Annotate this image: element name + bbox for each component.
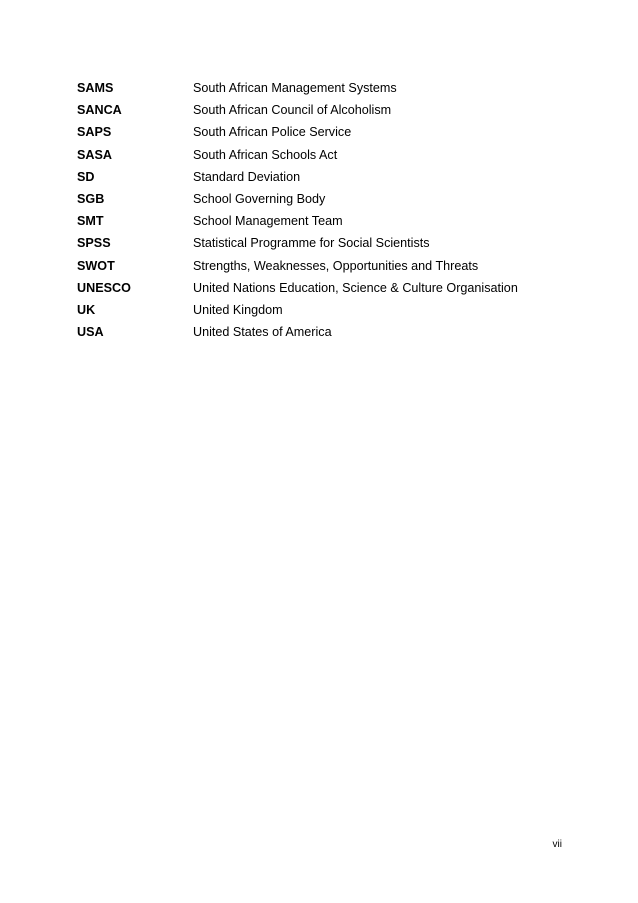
abbreviation-term: SANCA — [77, 103, 122, 118]
abbreviation-definition: South African Council of Alcoholism — [193, 103, 392, 118]
abbreviation-row — [77, 321, 577, 343]
abbreviation-term: SPSS — [77, 236, 111, 251]
abbreviation-definition: United Nations Education, Science & Culture Organisation — [193, 280, 518, 295]
abbreviation-row — [77, 166, 577, 188]
abbreviation-row — [77, 99, 577, 121]
abbreviation-term: UNESCO — [77, 280, 131, 295]
abbreviation-term: SGB — [77, 191, 105, 206]
abbreviation-row — [77, 232, 577, 254]
abbreviation-term: SMT — [77, 214, 104, 229]
abbreviation-row — [77, 299, 577, 321]
abbreviation-term: USA — [77, 325, 104, 340]
abbreviation-row — [77, 277, 577, 299]
abbreviation-term: SWOT — [77, 258, 115, 273]
abbreviation-term: SAMS — [77, 81, 114, 95]
abbreviation-term: SAPS — [77, 125, 112, 140]
abbreviation-definition: Standard Deviation — [193, 169, 301, 184]
abbreviation-definition: School Governing Body — [193, 191, 326, 206]
abbreviation-row — [77, 77, 577, 99]
abbreviation-definition: School Management Team — [193, 214, 343, 229]
abbreviation-row — [77, 210, 577, 232]
abbreviation-definition: South African Schools Act — [193, 147, 338, 162]
page-number: vii — [552, 839, 562, 850]
abbreviation-definition: South African Police Service — [193, 125, 352, 140]
abbreviation-row — [77, 188, 577, 210]
abbreviation-row — [77, 121, 577, 143]
abbreviation-list — [77, 77, 577, 343]
abbreviation-definition: South African Management Systems — [193, 81, 397, 95]
abbreviation-term: UK — [77, 302, 96, 317]
abbreviation-definition: United States of America — [193, 325, 332, 340]
abbreviation-row — [77, 255, 577, 277]
abbreviation-definition: Statistical Programme for Social Scientists — [193, 236, 430, 251]
abbreviation-term: SASA — [77, 147, 112, 162]
abbreviation-row — [77, 144, 577, 166]
abbreviation-definition: United Kingdom — [193, 302, 283, 317]
abbreviation-term: SD — [77, 169, 95, 184]
abbreviation-definition: Strengths, Weaknesses, Opportunities and Threats — [193, 258, 479, 273]
